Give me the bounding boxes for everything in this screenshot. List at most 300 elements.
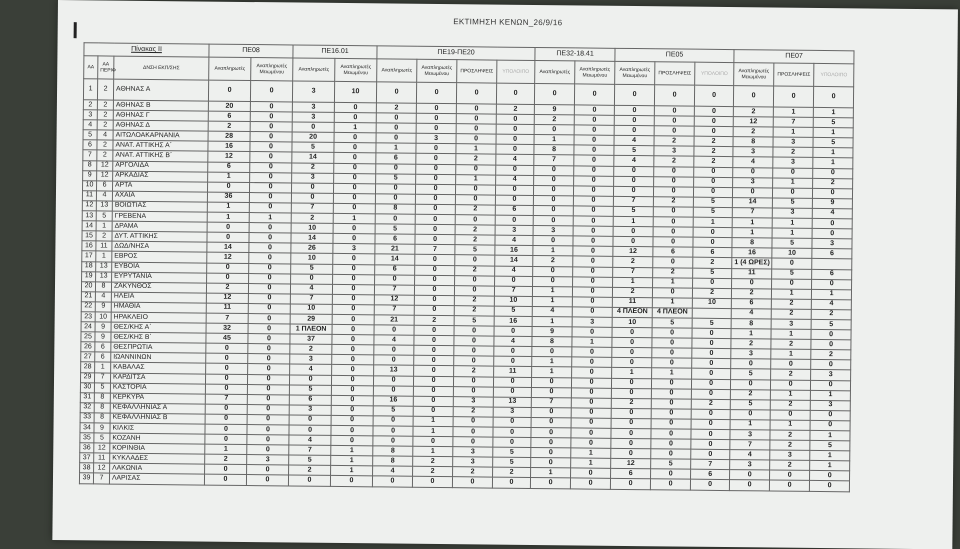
table-cell: 0 bbox=[205, 384, 247, 395]
table-cell: 0 bbox=[615, 84, 655, 105]
directorate-name-cell: ΘΕΣΠΡΩΤΙΑ bbox=[111, 342, 206, 353]
table-cell: 0 bbox=[691, 480, 730, 491]
table-cell: 1 bbox=[773, 107, 813, 118]
table-cell: 38 bbox=[80, 463, 94, 473]
table-cell: 1 bbox=[730, 419, 770, 430]
table-cell: 0 bbox=[730, 409, 770, 420]
table-cell: 2 bbox=[694, 157, 733, 168]
table-cell: 0 bbox=[250, 172, 292, 183]
table-cell: 0 bbox=[206, 343, 248, 354]
table-cell: 0 bbox=[208, 80, 250, 101]
table-cell: 0 bbox=[811, 360, 851, 371]
table-cell: 3 bbox=[730, 460, 770, 471]
table-cell: 4 bbox=[812, 208, 852, 219]
table-cell: 0 bbox=[373, 426, 413, 437]
table-cell: 0 bbox=[731, 379, 771, 390]
table-cell: 0 bbox=[205, 464, 247, 475]
table-cell: 5 bbox=[810, 440, 850, 451]
directorate-name-cell: ΛΑΚΩΝΙΑ bbox=[110, 463, 205, 474]
table-cell: 2 bbox=[731, 339, 771, 350]
table-cell: 0 bbox=[733, 167, 773, 178]
table-cell: 0 bbox=[693, 278, 732, 289]
table-cell: 1 bbox=[572, 337, 612, 348]
directorate-name-cell: ΚΑΡΔΙΤΣΑ bbox=[110, 373, 205, 384]
table-cell: 5 bbox=[813, 138, 853, 149]
table-cell: 20 bbox=[208, 101, 250, 112]
table-cell: 0 bbox=[573, 196, 613, 207]
table-cell: 0 bbox=[496, 124, 534, 134]
table-cell: 0 bbox=[651, 398, 691, 409]
table-cell: 0 bbox=[414, 366, 454, 377]
table-cell: 3 bbox=[493, 407, 531, 417]
directorate-name-cell: ΑΝΑΤ. ΑΤΤΙΚΗΣ Β΄ bbox=[113, 151, 208, 162]
table-cell: 0 bbox=[772, 258, 812, 269]
group-header-pe05: ΠΕ05 bbox=[615, 48, 734, 62]
table-cell: 1 bbox=[810, 430, 850, 441]
table-cell: 0 bbox=[332, 294, 374, 305]
table-cell: 4 bbox=[96, 191, 112, 201]
table-cell: 2 bbox=[613, 257, 653, 268]
table-cell: 13 bbox=[96, 201, 112, 211]
table-cell: 0 bbox=[651, 409, 691, 420]
table-cell: 3 bbox=[495, 225, 533, 235]
table-cell: 0 bbox=[248, 334, 290, 345]
table-cell: 0 bbox=[611, 479, 651, 490]
table-cell: 7 bbox=[732, 208, 772, 219]
table-cell: 3 bbox=[772, 208, 812, 219]
table-cell: 0 bbox=[652, 358, 692, 369]
table-cell: 0 bbox=[692, 338, 731, 349]
table-cell: 1 bbox=[813, 107, 853, 118]
table-cell: 2 bbox=[456, 154, 496, 165]
table-cell: 29 bbox=[290, 314, 332, 325]
table-cell: 6 bbox=[693, 247, 732, 258]
table-cell: 3 bbox=[770, 450, 810, 461]
table-cell: 0 bbox=[692, 348, 731, 359]
table-cell: 0 bbox=[574, 186, 614, 197]
table-cell: 0 bbox=[495, 215, 533, 225]
column-header: ΠΡΟΣΛΗΨΕΙΣ bbox=[774, 63, 814, 86]
table-cell: 0 bbox=[415, 255, 455, 266]
table-cell: 0 bbox=[691, 419, 730, 430]
table-cell: 10 bbox=[95, 312, 111, 322]
table-cell: 0 bbox=[731, 359, 771, 370]
table-cell: 3 bbox=[773, 157, 813, 168]
table-cell: 31 bbox=[80, 392, 94, 402]
table-cell: 0 bbox=[206, 364, 248, 375]
table-cell: 1 bbox=[533, 286, 573, 297]
table-cell: 0 bbox=[332, 304, 374, 315]
table-cell: 0 bbox=[454, 356, 494, 367]
table-cell: 0 bbox=[205, 414, 247, 425]
table-cell: 2 bbox=[654, 136, 694, 147]
table-cell: 0 bbox=[247, 414, 289, 425]
table-cell: 2 bbox=[455, 225, 495, 236]
table-cell: 2 bbox=[413, 467, 453, 478]
table-cell: 0 bbox=[771, 380, 811, 391]
table-cell: 6 bbox=[375, 264, 415, 275]
table-cell: 2 bbox=[770, 430, 810, 441]
directorate-name-cell: ΚΑΒΑΛΑΣ bbox=[111, 363, 206, 374]
table-cell: 0 bbox=[332, 335, 374, 346]
table-cell: 0 bbox=[572, 377, 612, 388]
table-cell: 0 bbox=[291, 274, 333, 285]
table-cell: 1 bbox=[772, 228, 812, 239]
table-cell: 1 bbox=[249, 213, 291, 224]
table-cell: 5 bbox=[94, 433, 110, 443]
table-cell: 8 bbox=[94, 393, 110, 403]
table-cell: 0 bbox=[374, 355, 414, 366]
table-cell: 2 bbox=[653, 267, 693, 278]
table-cell: 1 bbox=[207, 212, 249, 223]
table-cell: 3 bbox=[453, 396, 493, 407]
table-cell: 8 bbox=[732, 238, 772, 249]
table-cell: 15 bbox=[82, 231, 96, 241]
table-cell: 0 bbox=[651, 419, 691, 430]
table-cell: 0 bbox=[694, 177, 733, 188]
table-cell: 0 bbox=[695, 85, 734, 106]
table-cell: 0 bbox=[533, 216, 573, 227]
table-cell: 4 ΠΛΕΟΝ bbox=[612, 307, 652, 318]
table-cell: 1 bbox=[532, 357, 572, 368]
table-cell: 0 bbox=[611, 438, 651, 449]
table-cell: 1 bbox=[773, 178, 813, 189]
table-cell: 0 bbox=[813, 188, 853, 199]
table-cell: 16 bbox=[495, 245, 533, 255]
table-cell: 0 bbox=[694, 116, 733, 127]
table-cell: 0 bbox=[570, 478, 610, 489]
table-cell: 7 bbox=[83, 150, 97, 160]
table-cell: 0 bbox=[416, 144, 456, 155]
table-cell: 5 bbox=[811, 319, 851, 330]
table-cell: 0 bbox=[332, 375, 374, 386]
table-cell: 10 bbox=[291, 253, 333, 264]
table-cell: 2 bbox=[205, 454, 247, 465]
table-cell: 0 bbox=[250, 122, 292, 133]
table-cell: 0 bbox=[376, 113, 416, 124]
table-cell: 0 bbox=[249, 192, 291, 203]
table-cell: 0 bbox=[533, 236, 573, 247]
table-cell: 4 bbox=[733, 157, 773, 168]
table-cell: 23 bbox=[81, 312, 95, 322]
table-cell: 0 bbox=[249, 223, 291, 234]
directorate-name-cell: ΑΘΗΝΑΣ Δ bbox=[113, 120, 208, 131]
table-cell: 9 bbox=[534, 104, 574, 115]
table-cell: 0 bbox=[416, 164, 456, 175]
table-cell: 11 bbox=[82, 191, 96, 201]
table-cell: 0 bbox=[376, 163, 416, 174]
table-cell: 0 bbox=[733, 187, 773, 198]
table-cell: 12 bbox=[733, 117, 773, 128]
table-cell: 3 bbox=[733, 147, 773, 158]
table-cell: 0 bbox=[614, 166, 654, 177]
table-cell: 8 bbox=[83, 160, 97, 170]
table-cell: 9 bbox=[95, 322, 111, 332]
directorate-name-cell: ΑΘΗΝΑΣ Α bbox=[113, 79, 208, 101]
table-cell: 0 bbox=[574, 165, 614, 176]
table-cell: 0 bbox=[572, 357, 612, 368]
table-cell: 0 bbox=[810, 420, 850, 431]
table-cell: 13 bbox=[82, 211, 96, 221]
table-cell: 5 bbox=[772, 238, 812, 249]
table-cell: 0 bbox=[496, 114, 534, 124]
table-cell: 0 bbox=[334, 143, 376, 154]
table-cell: 16 bbox=[494, 316, 532, 326]
table-cell: 2 bbox=[694, 147, 733, 158]
table-cell: 0 bbox=[533, 266, 573, 277]
table-cell: 1 bbox=[810, 390, 850, 401]
table-cell: 0 bbox=[810, 471, 850, 482]
table-cell: 3 bbox=[812, 239, 852, 250]
directorate-name-cell: ΘΕΣ/ΚΗΣ Β΄ bbox=[111, 332, 206, 343]
table-cell: 0 bbox=[334, 153, 376, 164]
table-cell: 0 bbox=[250, 142, 292, 153]
table-cell: 10 bbox=[334, 81, 376, 102]
table-cell: 0 bbox=[811, 380, 851, 391]
table-cell: 10 bbox=[290, 304, 332, 315]
table-cell: 0 bbox=[770, 480, 810, 491]
table-cell: 0 bbox=[654, 176, 694, 187]
table-cell: 3 bbox=[292, 102, 334, 113]
table-cell: 2 bbox=[97, 110, 113, 120]
table-cell: 0 bbox=[612, 348, 652, 359]
table-cell: 2 bbox=[454, 295, 494, 306]
table-cell: 33 bbox=[80, 413, 94, 423]
table-cell: 1 bbox=[208, 172, 250, 183]
table-cell: 8 bbox=[733, 137, 773, 148]
table-cell: 7 bbox=[691, 459, 730, 470]
column-header: Αναπληρωτές Μειωμένου bbox=[575, 61, 615, 84]
column-header: Αναπληρωτές bbox=[535, 60, 575, 83]
table-cell: 28 bbox=[208, 131, 250, 142]
table-cell: 4 bbox=[532, 306, 572, 317]
table-cell: 0 bbox=[333, 274, 375, 285]
table-cell: 0 bbox=[330, 476, 372, 487]
table-cell: 0 bbox=[414, 305, 454, 316]
column-header: Αναπληρωτές Μειωμένου bbox=[417, 59, 457, 82]
table-cell: 45 bbox=[206, 333, 248, 344]
table-cell: 26 bbox=[81, 342, 95, 352]
directorate-name-cell: ΗΜΑΘΙΑ bbox=[111, 302, 206, 313]
table-cell: 0 bbox=[614, 126, 654, 137]
table-cell: 0 bbox=[573, 206, 613, 217]
table-cell: 0 bbox=[571, 418, 611, 429]
table-cell: 0 bbox=[414, 356, 454, 367]
table-cell: 4 bbox=[730, 450, 770, 461]
table-cell: 0 bbox=[248, 313, 290, 324]
table-cell: 0 bbox=[533, 205, 573, 216]
table-cell: 0 bbox=[571, 438, 611, 449]
table-cell: 7 bbox=[289, 445, 331, 456]
table-cell: 8 bbox=[373, 446, 413, 457]
table-cell: 0 bbox=[572, 297, 612, 308]
table-cell: 4 bbox=[731, 308, 771, 319]
table-cell: 0 bbox=[331, 415, 373, 426]
table-cell: 0 bbox=[770, 470, 810, 481]
table-cell: 0 bbox=[454, 336, 494, 347]
table-cell: 17 bbox=[82, 251, 96, 261]
table-cell: 11 bbox=[96, 241, 112, 251]
table-cell: 0 bbox=[456, 104, 496, 115]
table-cell: 0 bbox=[653, 257, 693, 268]
table-cell: 0 bbox=[376, 184, 416, 195]
table-cell: 2 bbox=[811, 309, 851, 320]
table-cell: 0 bbox=[574, 145, 614, 156]
table-cell: 0 bbox=[572, 347, 612, 358]
table-cell: 0 bbox=[250, 182, 292, 193]
table-cell: 0 bbox=[413, 436, 453, 447]
table-cell: 0 bbox=[415, 194, 455, 205]
table-cell: 0 bbox=[248, 344, 290, 355]
table-cell: 0 bbox=[331, 395, 373, 406]
table-cell: 0 bbox=[249, 233, 291, 244]
table-cell: 0 bbox=[531, 458, 571, 469]
table-cell: 0 bbox=[375, 274, 415, 285]
table-cell: 0 bbox=[332, 365, 374, 376]
table-cell: 9 bbox=[812, 198, 852, 209]
table-cell: 5 bbox=[291, 263, 333, 274]
table-cell: 0 bbox=[691, 439, 730, 450]
table-cell: 0 bbox=[292, 122, 334, 133]
table-cell: 2 bbox=[97, 150, 113, 160]
table-cell: 13 bbox=[96, 272, 112, 282]
table-cell: 0 bbox=[814, 86, 854, 107]
table-cell: 0 bbox=[611, 428, 651, 439]
table-cell: 7 bbox=[290, 294, 332, 305]
table-cell: 0 bbox=[533, 195, 573, 206]
directorate-name-cell: ΔΡΑΜΑ bbox=[112, 221, 207, 232]
table-cell: 5 bbox=[375, 224, 415, 235]
table-cell: 0 bbox=[492, 478, 530, 488]
table-cell: 0 bbox=[247, 404, 289, 415]
table-cell: 0 bbox=[334, 102, 376, 113]
table-cell: 6 bbox=[731, 298, 771, 309]
table-cell: 6 bbox=[289, 395, 331, 406]
table-cell: 0 bbox=[495, 276, 533, 286]
table-cell: 5 bbox=[692, 318, 731, 329]
table-cell: 0 bbox=[453, 386, 493, 397]
table-cell: 1 bbox=[331, 456, 373, 467]
table-cell: 1 bbox=[331, 466, 373, 477]
table-cell: 0 bbox=[415, 265, 455, 276]
table-cell: 6 bbox=[97, 181, 113, 191]
directorate-name-cell: ΑΡΓΟΛΙΔΑ bbox=[113, 161, 208, 172]
table-cell: 0 bbox=[652, 348, 692, 359]
table-cell: 10 bbox=[612, 317, 652, 328]
table-cell: 0 bbox=[207, 232, 249, 243]
table-cell: 1 bbox=[456, 144, 496, 155]
table-cell: 0 bbox=[495, 195, 533, 205]
directorate-name-cell: ΑΧΑΪΑ bbox=[112, 191, 207, 202]
table-cell: 2 bbox=[96, 231, 112, 241]
table-cell: 2 bbox=[289, 465, 331, 476]
table-cell: 1 bbox=[652, 368, 692, 379]
table-cell: 1 bbox=[571, 448, 611, 459]
table-cell: 0 bbox=[494, 377, 532, 387]
table-cell: 4 ΠΛΕΟΝ bbox=[652, 308, 692, 319]
table-cell: 0 bbox=[611, 418, 651, 429]
table-cell: 0 bbox=[414, 345, 454, 356]
table-cell: 35 bbox=[80, 433, 94, 443]
table-cell: 0 bbox=[416, 103, 456, 114]
table-cell: 2 bbox=[694, 136, 733, 147]
table-cell: 0 bbox=[493, 387, 531, 397]
column-header: Αναπληρωτές Μειωμένου bbox=[335, 58, 377, 81]
table-cell: 1 bbox=[652, 298, 692, 309]
table-cell: 21 bbox=[374, 315, 414, 326]
table-cell: 2 bbox=[813, 178, 853, 189]
table-cell: 2 bbox=[208, 121, 250, 132]
table-cell: 1 bbox=[731, 329, 771, 340]
table-cell: 6 bbox=[376, 153, 416, 164]
table-cell: 10 bbox=[494, 296, 532, 306]
table-cell: 0 bbox=[572, 307, 612, 318]
table-cell: 7 bbox=[374, 285, 414, 296]
table-cell: 1 bbox=[533, 246, 573, 257]
table-cell: 5 bbox=[613, 206, 653, 217]
table-cell: 0 bbox=[571, 398, 611, 409]
column-header: ΠΡΟΣΛΗΨΕΙΣ bbox=[655, 62, 695, 85]
table-cell: 0 bbox=[571, 428, 611, 439]
table-cell: 4 bbox=[97, 130, 113, 140]
table-cell: 9 bbox=[83, 170, 97, 180]
table-cell: 1 bbox=[770, 390, 810, 401]
table-cell: 5 bbox=[289, 385, 331, 396]
table-cell: 3 bbox=[289, 405, 331, 416]
table-cell: 1 bbox=[532, 367, 572, 378]
table-cell: 3 bbox=[292, 173, 334, 184]
group-header-pe07: ΠΕ07 bbox=[734, 50, 854, 64]
table-cell: 2 bbox=[453, 467, 493, 478]
table-cell: 0 bbox=[774, 86, 814, 107]
table-cell: 20 bbox=[292, 132, 334, 143]
table-cell: 22 bbox=[81, 302, 95, 312]
table-cell: 1 bbox=[813, 158, 853, 169]
table-cell: 5 bbox=[813, 118, 853, 129]
column-header: Αναπληρωτές bbox=[377, 59, 417, 82]
table-cell: 0 bbox=[496, 134, 534, 144]
directorate-name-cell: ΗΛΕΙΑ bbox=[111, 292, 206, 303]
table-cell: 18 bbox=[82, 261, 96, 271]
table-cell: 0 bbox=[204, 475, 246, 486]
table-cell: 1 bbox=[813, 148, 853, 159]
table-cell: 24 bbox=[81, 322, 95, 332]
table-cell: 1 bbox=[771, 329, 811, 340]
directorate-name-cell: ΖΑΚΥΝΘΟΣ bbox=[111, 282, 206, 293]
table-cell: 6 bbox=[691, 470, 730, 481]
table-cell: 7 bbox=[730, 440, 770, 451]
table-cell: 16 bbox=[373, 396, 413, 407]
column-header: ΑΑ ΠΕΡΙΦ bbox=[98, 56, 114, 79]
table-cell: 0 bbox=[376, 133, 416, 144]
table-cell: 0 bbox=[573, 256, 613, 267]
table-cell: 5 bbox=[376, 173, 416, 184]
table-cell: 2 bbox=[455, 235, 495, 246]
column-header: ΥΠΟΛΟΙΠΟ bbox=[497, 60, 535, 83]
directorate-name-cell: ΔΥΤ. ΑΤΤΙΚΗΣ bbox=[112, 231, 207, 242]
table-cell: 4 bbox=[495, 266, 533, 276]
table-cell: 1 bbox=[571, 458, 611, 469]
table-cell: 0 bbox=[374, 375, 414, 386]
table-cell: 2 bbox=[97, 79, 113, 100]
table-cell: 0 bbox=[573, 216, 613, 227]
table-cell: 0 bbox=[574, 115, 614, 126]
table-cell: 0 bbox=[453, 417, 493, 428]
table-cell: 0 bbox=[770, 410, 810, 421]
table-cell: 1 bbox=[532, 316, 572, 327]
table-cell: 13 bbox=[374, 365, 414, 376]
column-header: Αναπληρωτές bbox=[293, 58, 335, 81]
